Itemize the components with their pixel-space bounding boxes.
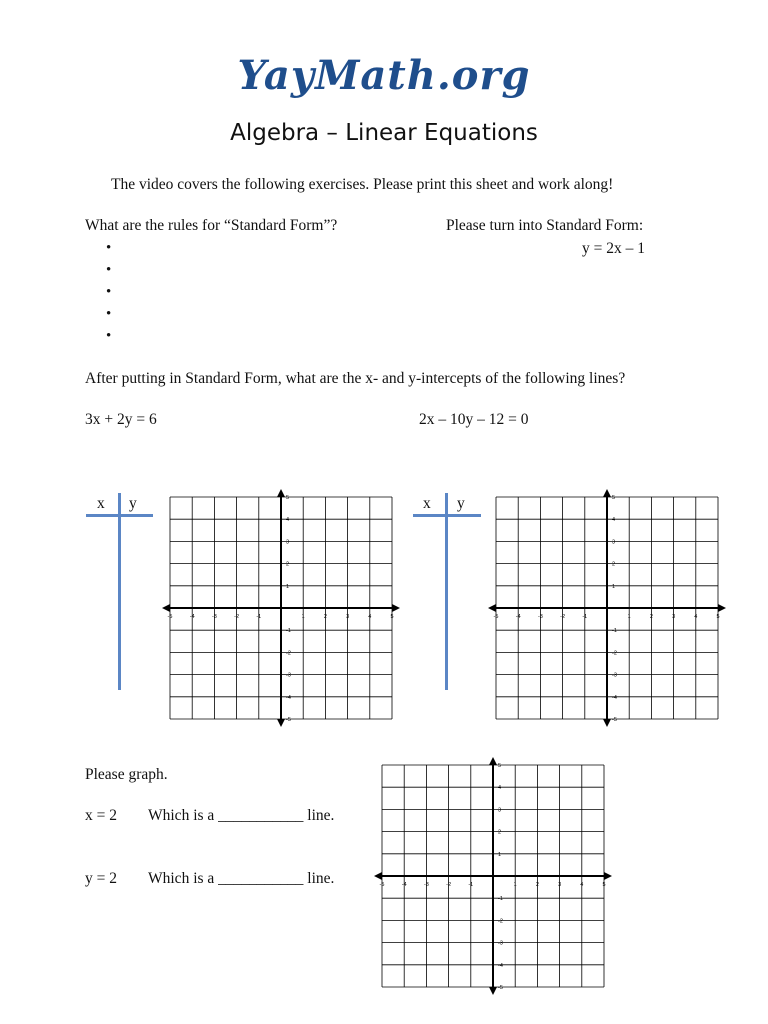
y-tick-label: 1 [498,851,502,858]
y-tick-label: -3 [286,672,291,679]
y-tick-label: 2 [286,561,290,568]
y-tick-label: 3 [612,539,616,546]
table-header-x: x [97,495,105,512]
graph-prompt: Please graph. [85,766,168,783]
intro-text: The video covers the following exercises. Please print this sheet and work along! [111,176,614,193]
x-tick-label: 4 [580,882,584,888]
x-tick-label: 1 [513,882,517,888]
site-logo: YayMath.org [237,52,531,99]
y-tick-label: -3 [498,940,503,947]
standard-form-prompt: Please turn into Standard Form: [446,217,644,234]
x-tick-label: 2 [323,614,327,620]
rules-question: What are the rules for “Standard Form”? [85,217,338,234]
rule-bullet: • [106,240,112,256]
y-tick-label: 2 [498,829,502,836]
y-tick-label: 5 [612,495,616,501]
standard-form-equation: y = 2x – 1 [582,240,645,257]
y-tick-label: 5 [286,495,290,501]
y-tick-label: -4 [286,694,291,701]
x-tick-label: 1 [301,614,305,620]
y-tick-label: -1 [498,896,503,903]
x-tick-label: 1 [627,614,631,620]
graph-question-2: Which is a ___________ line. [148,870,335,887]
rule-bullet: • [106,262,112,278]
y-tick-label: 2 [612,561,616,568]
y-tick-label: -2 [498,918,503,925]
y-tick-label: -5 [498,985,503,991]
table-header-x: x [423,495,431,512]
x-tick-label: -5 [167,614,173,620]
x-tick-label: 3 [672,614,676,620]
x-tick-label: -2 [234,614,240,620]
y-tick-label: 3 [286,539,290,546]
x-tick-label: 5 [602,882,606,888]
x-tick-label: 3 [558,882,562,888]
table-header-y: y [457,495,465,512]
x-tick-label: 5 [716,614,720,620]
graph-equation-1: x = 2 [85,807,117,824]
x-tick-label: 2 [535,882,539,888]
graph-question-1: Which is a ___________ line. [148,807,335,824]
x-tick-label: -1 [468,882,474,888]
graph-equation-2: y = 2 [85,870,117,887]
y-tick-label: -4 [612,694,617,701]
equation-1: 3x + 2y = 6 [85,411,157,428]
y-tick-label: -5 [612,717,617,723]
y-tick-label: 1 [612,583,616,590]
y-tick-label: 4 [498,785,502,792]
arrow-down-icon [489,987,497,995]
arrow-right-icon [604,872,612,880]
page-title: Algebra – Linear Equations [230,120,538,146]
rule-bullet: • [106,306,112,322]
y-tick-label: 4 [286,517,290,524]
x-tick-label: 5 [390,614,394,620]
x-tick-label: -5 [379,882,385,888]
y-tick-label: -5 [286,717,291,723]
x-tick-label: -4 [401,882,407,888]
x-tick-label: -4 [189,614,195,620]
x-tick-label: -3 [423,882,429,888]
y-tick-label: -1 [612,628,617,635]
y-tick-label: 3 [498,807,502,814]
x-tick-label: -3 [537,614,543,620]
y-tick-label: 4 [612,517,616,524]
intercepts-question: After putting in Standard Form, what are the x- and y-intercepts of the following lines? [85,370,626,387]
x-tick-label: -1 [256,614,262,620]
x-tick-label: 4 [694,614,698,620]
rule-bullet: • [106,328,112,344]
x-tick-label: -5 [493,614,499,620]
x-tick-label: -1 [582,614,588,620]
arrow-up-icon [489,757,497,765]
y-tick-label: 1 [286,583,290,590]
x-tick-label: -4 [515,614,521,620]
rule-bullet: • [106,284,112,300]
y-tick-label: -4 [498,962,503,969]
arrow-left-icon [374,872,382,880]
y-tick-label: -2 [286,650,291,657]
y-tick-label: -1 [286,628,291,635]
x-tick-label: -2 [560,614,566,620]
table-header-y: y [129,495,137,512]
equation-2: 2x – 10y – 12 = 0 [419,411,529,428]
x-tick-label: 3 [346,614,350,620]
y-tick-label: 5 [498,763,502,769]
y-tick-label: -3 [612,672,617,679]
y-tick-label: -2 [612,650,617,657]
x-tick-label: 4 [368,614,372,620]
x-tick-label: -3 [211,614,217,620]
x-tick-label: -2 [446,882,452,888]
x-tick-label: 2 [649,614,653,620]
